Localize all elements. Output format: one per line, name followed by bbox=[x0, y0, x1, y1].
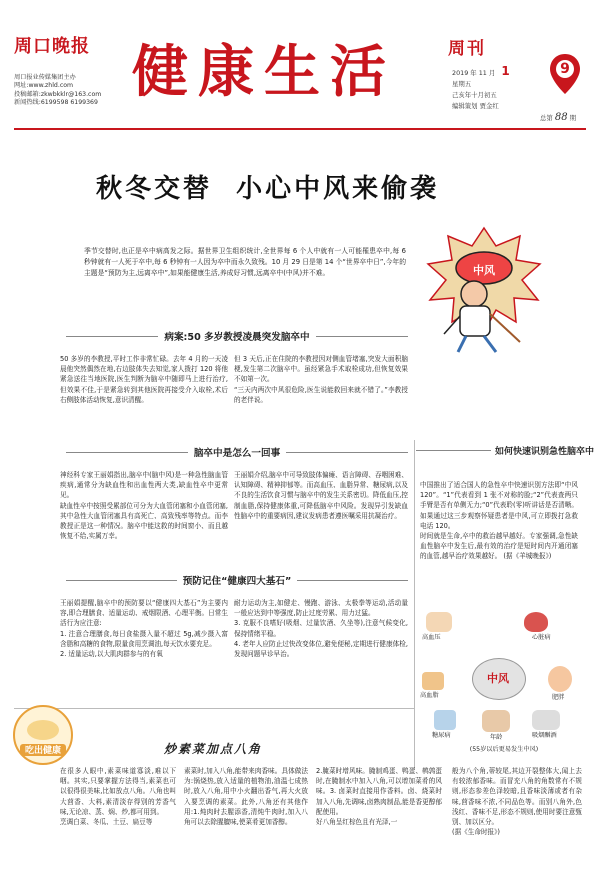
section2-title: 脑卒中是怎么一回事 bbox=[193, 448, 281, 459]
section5-col1: 在很多人眼中,素菜味道寡淡,难以下咽。其实,只要掌握方法得当,素菜也可以很得很美味,比如放点八角。八角也叫大茴香、大料,素清淡存得别的芳香气味,无论凉、蒸、焖、炒,都可用到。 烹调白菜、冬瓜、土豆、扁豆等 bbox=[60, 767, 176, 827]
eat-healthy-label: 吃出健康 bbox=[24, 746, 61, 756]
risk-caption: (55岁以后更易发生中风) bbox=[469, 746, 539, 753]
section5-col2: 素菜时,加入八角,能带来肉香味。具体做法为:锅烧热,放入适量的植物油,油温七成热时,放入八角,用中小火翻出香气,再大火放入要烹调的素菜。此外,八角还有其他作用:1.炖肉时去腥添香,清炖牛肉时,加入八角可以去除腥膻味,使菜肴更加香醇。 bbox=[184, 767, 308, 827]
section1-col1: 50 多岁的李教授,平时工作非常忙碌。去年 4 月的一天凌晨他突然偶然在地,右边肢体失去知觉,家人拨打 120 将他紧急送往当地医院,医生判断为脑卒中随即马上进行治疗,但效果不佳,于是紧急转到其他医院再接受介入取栓,术后右侧肢体活动恢复,意识清醒。 bbox=[60, 355, 228, 404]
section5-col3: 2.腌菜时增风味。腌制鸡蛋、鸭蛋、鹌鹑蛋时,在腌制水中加入八角,可以增加菜肴的风味。3. 卤菜时直接用作香料。卤、烧菜时加入八角,先调味,卤熟肉制品,能是香更醇郁配使用。 好八角呈红棕色且有光泽,一 bbox=[316, 767, 442, 827]
heading-rule-right bbox=[297, 580, 408, 581]
bottom-section-rule bbox=[14, 708, 414, 709]
heart-label: 心脏病 bbox=[532, 634, 551, 641]
illustration-label: 中风 bbox=[473, 264, 495, 277]
heading-rule-left bbox=[66, 452, 188, 453]
smoking-figure bbox=[532, 710, 560, 730]
lunar-text: 己亥年十月初五 bbox=[452, 91, 497, 99]
email-text: 投稿邮箱:zkwbkklr@163.com bbox=[14, 90, 102, 98]
smoking-label: 吸烟酗酒 bbox=[532, 732, 557, 739]
stroke-illustration bbox=[404, 214, 564, 354]
high-lipid-label: 高血脂 bbox=[420, 692, 439, 699]
heading-rule-left bbox=[416, 450, 491, 451]
headline: 秋冬交替 小心中风来偷袭 bbox=[96, 174, 440, 204]
section4-col1: 王丽娟提醒,脑卒中的预防要以“健康四大基石”为主要内容,即合理膳食、适量运动、戒烟限酒、心理平衡。日常生活行为应注意: 1. 注意合理膳食,每日食盐摄入量不超过 5g,减少摄入富含脂和高糖的食物,限量食用烹调油,每天饮水要充足。 2. 适量运动,以大肌肉群参与的有氧 bbox=[60, 599, 228, 659]
day-text: 1 bbox=[501, 64, 510, 78]
age-figure bbox=[482, 710, 510, 732]
diabetes-figure bbox=[434, 710, 456, 730]
issue-suffix: 期 bbox=[569, 114, 576, 122]
heading-rule-left bbox=[66, 336, 158, 337]
section1-heading bbox=[60, 328, 414, 344]
date-block bbox=[452, 66, 548, 112]
diabetes-label: 糖尿病 bbox=[432, 732, 451, 739]
weekday-text: 星期五 bbox=[452, 80, 472, 88]
paper-info bbox=[14, 74, 124, 108]
issue-prefix: 总第 bbox=[540, 114, 553, 122]
issue-number: 88 bbox=[554, 112, 568, 123]
section4-heading bbox=[60, 572, 414, 588]
high-lipid-figure bbox=[422, 672, 444, 690]
org-text: 周口报业传媒集团主办 bbox=[14, 74, 76, 81]
section5-title: 炒素菜加点八角 bbox=[164, 742, 263, 756]
date-line bbox=[452, 66, 548, 79]
section3-title: 如何快速识别急性脑卒中 bbox=[494, 446, 594, 457]
heading-rule-right bbox=[316, 336, 408, 337]
website-text: 网址:www.zhld.com bbox=[14, 82, 74, 90]
section2-col2: 王丽娟介绍,脑卒中可导致肢体偏瘫、语言障碍、吞咽困难、认知障碍、精神抑郁等。而高血压、血脂异常、糖尿病,以及不良的生活饮食习惯与脑卒中的发生关系密切。降低血压,控制血脂,保持健康体重,可降低脑卒中风险。发现异引发缺血性脑卒中的重要病因,建议发病患者遵医嘱采用抗凝治疗。 bbox=[234, 471, 408, 520]
head-shape bbox=[461, 281, 487, 307]
page-number: 9 bbox=[560, 61, 570, 77]
section3-heading bbox=[416, 442, 594, 458]
section1-col2: 但 3 天后,正在住院的李教授因对侧血管堵塞,突发大面积脑梗,发生第二次脑卒中。虽经紧急手术取栓成功,但恢复效果不如第一次。 “三天内两次中风很危险,医生说能救回来就不错了。”李教授的老伴说。 bbox=[234, 355, 408, 404]
heading-rule-left bbox=[66, 580, 177, 581]
column-divider bbox=[414, 440, 415, 770]
section2-col1: 神经科专家王丽娟指出,脑卒中(脑中风)是一种急性脑血管疾病,通常分为缺血性和出血性两大类,缺血性卒中更常见。 缺血性卒中按照受累部位可分为大血管闭塞和小血管闭塞,其中急性大血管闭塞具有高死亡、高致残率等特点。而李教授正是这一种情况。脑卒中能这救的时间窗小、而且越恢复不给,实属万幸。 bbox=[60, 471, 228, 541]
intro-paragraph: 季节交替时,也正是卒中病高发之际。据世界卫生组织统计,全世界每 6 个人中就有一人可能罹患卒中,每 6 秒钟就有一人死于卒中,每 6 秒钟有一人因为卒中而永久致残。10 月 29 日是第 14 个“世界卒中日”,今年的主题是“预防为主,远离卒中”,如果能健康生活,养成好习惯,远离卒中(中风)并不难。 bbox=[84, 247, 406, 277]
high-bp-label: 高血压 bbox=[422, 634, 441, 641]
section1-title: 病案:50 多岁教授凌晨突发脑卒中 bbox=[164, 332, 310, 343]
high-bp-figure bbox=[426, 612, 452, 632]
date-text: 2019 年 11 月 bbox=[452, 69, 496, 77]
center-label: 中风 bbox=[487, 672, 509, 685]
section4-title: 预防记住“健康四大基石” bbox=[182, 576, 292, 587]
section5-col4: 般为八个角,蒂较尾,其边开裂整体大,闻上去有较浓郁香味。而冒充八角的角数常有不规则,形态参差色泽较暗,且香味淡薄或者有杂味,茴香味不浓,不同品色等。而别八角外,色浅红、香味不足,形态不规则,使用时要注意甄别、加以区分。 (据《生命时报》) bbox=[452, 767, 582, 837]
risk-diagram bbox=[420, 606, 580, 762]
section-title: 健康生活 bbox=[132, 39, 396, 105]
heading-rule-right bbox=[286, 452, 408, 453]
body-shape bbox=[460, 306, 490, 336]
phone-text: 新闻热线:6199598 6199369 bbox=[14, 99, 98, 107]
section3-text: 中国推出了适合国人的急性卒中快速识别方法即“中风 120”。“1”代表看到 1 张不对称的脸;“2”代表查两只手臂是否有单侧无力;“0”代表聆(零)听讲话是否清晰。如果通过这三步观察怀疑患者是中风,可立即拨打急救电话 120。 时间就是生命,卒中的救治越早越好。专家强调,急性缺血性脑卒中发生后,最有效的治疗是短时间内开通闭塞的血管,越早治疗效果越好。 (据《羊城晚报》) bbox=[420, 481, 578, 561]
masthead-rule bbox=[14, 128, 586, 130]
section4-col2: 耐力运动为主,如健走、慢跑、游泳、太极拳等运动,活动量一般应达到中等强度,防止过度劳累、用力过猛。 3. 克服不良嗜好(吸烟、过量饮酒、久坐等),注意气候变化,保持情绪平稳。 4. 老年人应防止过快改变体位,避免便秘,定期进行健康体检,发现问题早诊早治。 bbox=[234, 599, 408, 659]
obesity-label: 肥胖 bbox=[552, 694, 565, 701]
section2-heading bbox=[60, 444, 414, 460]
eat-healthy-badge bbox=[12, 704, 74, 766]
age-label: 年龄 bbox=[490, 734, 503, 741]
obesity-figure bbox=[548, 666, 572, 692]
issue-label bbox=[540, 112, 576, 123]
weekly-label: 周刊 bbox=[448, 39, 486, 59]
heart-figure bbox=[524, 612, 548, 632]
editor-text: 编辑策划 贾金红 bbox=[452, 102, 499, 110]
paper-logo: 周口晚报 bbox=[14, 36, 90, 57]
